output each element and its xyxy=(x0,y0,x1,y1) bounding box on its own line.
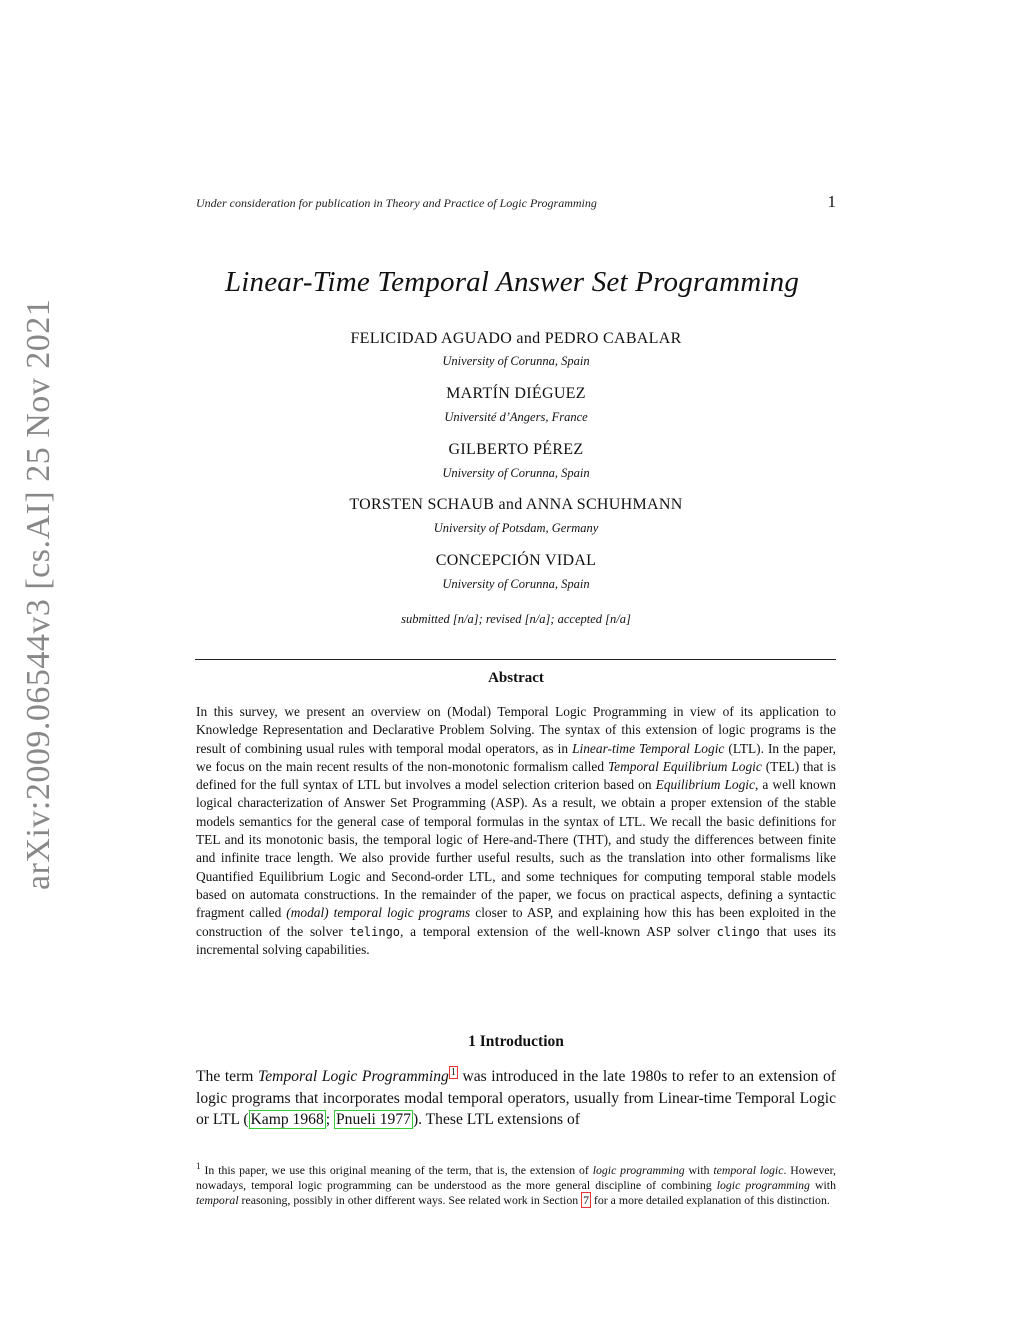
author-affiliation: University of Corunna, Spain xyxy=(442,577,590,591)
solver-name: clingo xyxy=(716,924,760,939)
author-affiliation: University of Potsdam, Germany xyxy=(433,521,599,535)
section-ref-link[interactable]: 7 xyxy=(583,1193,589,1208)
section-heading: 1 Introduction xyxy=(468,1033,564,1050)
abstract-heading: Abstract xyxy=(488,670,544,686)
term-emphasis: Equilibrium Logic xyxy=(655,777,755,793)
paper-title: Linear-Time Temporal Answer Set Programming xyxy=(224,266,800,298)
term-emphasis: (modal) temporal logic programs xyxy=(286,905,471,921)
footnote-number: 1 xyxy=(196,1161,201,1172)
author-line: CONCEPCIÓN VIDAL xyxy=(435,552,597,569)
footnote: $^1$ In this paper, we use this original meaning of the term, that is, the extension of logic programming with temporal logic. However, nowadays, temporal logic programming can be understood as the more general discipline of combining logic programming with temporal reasoning, possibly in other different ways. See related work in Section 7 for a more detailed explanation of this distinction. xyxy=(196,1161,836,1208)
term-emphasis: Temporal Equilibrium Logic xyxy=(607,758,762,774)
footnote-link[interactable]: 1 xyxy=(450,1066,456,1078)
abstract-text: In this survey, we present an overview on (Modal) Temporal Logic Programming in view of its application to Knowledge Representation and Declarative Problem Solving. The syntax of this extension of logic programs is the result of combining usual rules with temporal modal operators, as in Linear-time Temporal Logic (LTL). In the paper, we focus on the main recent results of the non-monotonic formalism called Temporal Equilibrium Logic (TEL) that is defined for the full syntax of LTL but involves a model selection criterion based on Equilibrium Logic, a well known logical characterization of Answer Set Programming (ASP). As a result, we obtain a proper extension of the stable models semantics for the general case of temporal formulas in the syntax of LTL. We recall the basic definitions for TEL and its monotonic basis, the temporal logic of Here-and-There (THT), and study the differences between finite and infinite trace length. We also provide further useful results, such as the translation into other formalisms like Quantified Equilibrium Logic and Second-order LTL, and some techniques for computing temporal stable models based on automata constructions. In the remainder of the paper, we focus on practical aspects, defining a syntactic fragment called (modal) temporal logic programs closer to ASP, and explaining how this has been exploited in the construction of the solver telingo, a temporal extension of the well-known ASP solver clingo that uses its incremental solving capabilities. xyxy=(196,704,837,957)
author-affiliation: University of Corunna, Spain xyxy=(442,466,590,480)
introduction-text: The term Temporal Logic Programming $^1$ was introduced in the late 1980s to refer to an extension of logic programs that incorporates modal temporal operators, usually from Linear-time Temporal Logic or LTL ( Kamp 1968 ; Pnueli 1977 ). These LTL extensions of xyxy=(196,1066,836,1128)
citation-link[interactable]: Pnueli 1977 xyxy=(335,1111,411,1128)
author-affiliation: University of Corunna, Spain xyxy=(442,354,590,368)
arxiv-identifier: arXiv:2009.06544v3 [cs.AI] 25 Nov 2021 xyxy=(20,298,57,890)
citation-link[interactable]: Kamp 1968 xyxy=(250,1111,324,1128)
author-affiliation: Université d’Angers, France xyxy=(444,410,588,424)
author-line: FELICIDAD AGUADO and PEDRO CABALAR xyxy=(350,330,682,347)
solver-name: telingo xyxy=(349,924,401,939)
term-emphasis: Linear-time Temporal Logic xyxy=(572,740,725,756)
abstract-divider xyxy=(195,659,836,660)
author-line: TORSTEN SCHAUB and ANNA SCHUHMANN xyxy=(349,496,683,513)
submission-dates: submitted [n/a]; revised [n/a]; accepted [n/a] xyxy=(401,612,631,626)
author-line: MARTÍN DIÉGUEZ xyxy=(446,385,586,402)
author-line: GILBERTO PÉREZ xyxy=(448,441,584,458)
running-head: Under consideration for publication in Theory and Practice of Logic Programming xyxy=(196,196,597,210)
page-number: 1 xyxy=(827,192,836,211)
